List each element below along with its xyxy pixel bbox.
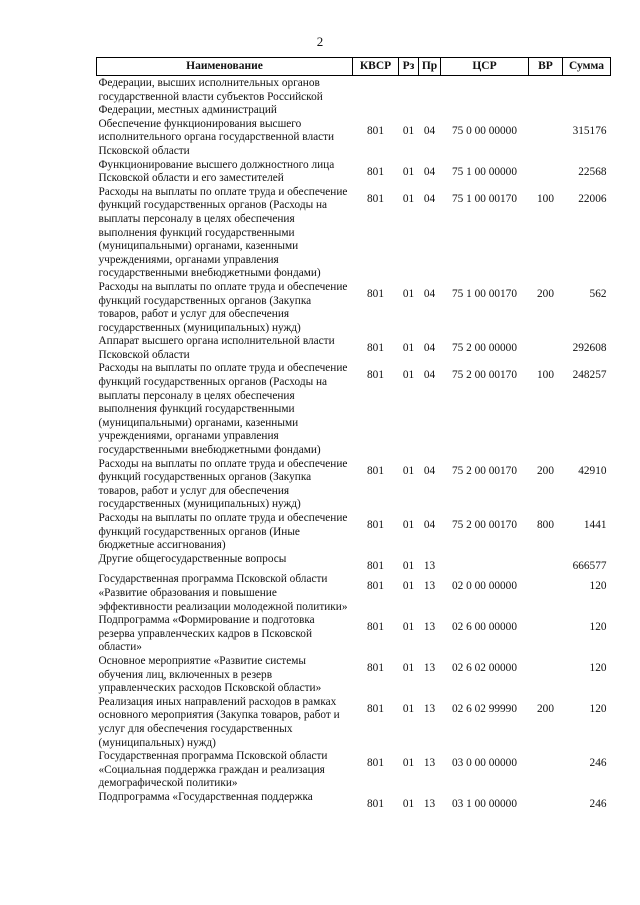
cell-name: Реализация иных направлений расходов в рамках основного мероприятия (Закупка товаров, работ и услуг для обеспечения государственных (муниципальных) нужд) — [98, 695, 340, 749]
cell-name: Другие общегосударственные вопросы — [98, 552, 287, 565]
cell-kvsr: 801 — [367, 621, 384, 634]
cell-pr: 04 — [423, 287, 436, 300]
cell-pr: 04 — [423, 124, 436, 137]
cell-vr — [529, 750, 563, 791]
cell-csr: 75 1 00 00170 — [452, 192, 517, 205]
cell-name: Аппарат высшего органа исполнительной власти Псковской области — [98, 335, 335, 361]
cell-sum: 1441 — [583, 519, 607, 531]
cell-sum: 42910 — [578, 464, 607, 477]
header-kvsr: КВСР — [353, 58, 399, 76]
table-row — [97, 458, 611, 512]
table-row — [97, 614, 611, 655]
cell-csr: 02 6 00 00000 — [452, 621, 517, 634]
table-header-row — [97, 58, 611, 76]
cell-vr: 100 — [537, 192, 554, 205]
cell-sum: 248257 — [572, 369, 607, 382]
header-csr: ЦСР — [441, 58, 529, 76]
cell-rz: 01 — [402, 165, 415, 178]
header-pr: Пр — [419, 58, 441, 76]
table-body — [97, 76, 611, 812]
header-rz: Рз — [399, 58, 419, 76]
cell-rz: 01 — [402, 702, 415, 715]
cell-name: Государственная программа Псковской области «Социальная поддержка граждан и реализация демографической политики» — [98, 750, 328, 790]
cell-csr: 02 0 00 00000 — [452, 580, 517, 593]
cell-sum: 666577 — [572, 559, 607, 572]
cell-csr: 75 2 00 00000 — [452, 342, 517, 355]
table-row — [97, 512, 611, 553]
cell-kvsr: 801 — [367, 464, 384, 477]
table-row — [97, 362, 611, 457]
cell-vr: 800 — [537, 519, 554, 531]
cell-name: Расходы на выплаты по оплате труда и обеспечение функций государственных органов (Иные бюджетные ассигнования) — [98, 512, 348, 552]
cell-vr: 200 — [537, 464, 554, 477]
table-row — [97, 159, 611, 186]
cell-kvsr: 801 — [367, 342, 384, 355]
cell-rz: 01 — [402, 287, 415, 300]
cell-rz: 01 — [402, 797, 415, 810]
cell-vr — [529, 159, 563, 186]
cell-vr — [529, 573, 563, 614]
cell-pr: 13 — [423, 757, 436, 770]
cell-kvsr: 801 — [367, 165, 384, 178]
table-row — [97, 335, 611, 362]
budget-table — [96, 57, 611, 811]
cell-rz: 01 — [402, 192, 415, 205]
cell-sum: 120 — [589, 580, 607, 593]
cell-rz — [399, 76, 419, 118]
cell-pr: 13 — [423, 580, 436, 593]
table-row — [97, 553, 611, 574]
cell-rz: 01 — [402, 757, 415, 770]
page-number: 2 — [316, 34, 324, 49]
header-name: Наименование — [97, 58, 353, 76]
cell-name: Федерации, высших исполнительных органов государственной власти субъектов Российской Федерации, местных администраций — [98, 77, 323, 117]
cell-pr: 04 — [423, 519, 436, 531]
cell-kvsr: 801 — [367, 702, 384, 715]
cell-csr: 75 2 00 00170 — [452, 369, 517, 382]
cell-rz: 01 — [402, 519, 415, 531]
cell-kvsr: 801 — [367, 580, 384, 593]
cell-pr — [419, 76, 441, 118]
header-sum: Сумма — [563, 58, 611, 76]
table-row — [97, 76, 611, 118]
cell-sum: 120 — [589, 702, 607, 715]
cell-csr: 03 1 00 00000 — [452, 797, 517, 810]
cell-csr: 75 1 00 00000 — [452, 165, 517, 178]
cell-kvsr: 801 — [367, 369, 384, 382]
table-row — [97, 655, 611, 696]
cell-csr — [441, 553, 529, 574]
cell-kvsr: 801 — [367, 519, 384, 531]
cell-sum: 562 — [589, 287, 607, 300]
cell-sum: 22006 — [578, 192, 607, 205]
cell-sum — [563, 76, 611, 118]
cell-pr: 04 — [423, 464, 436, 477]
cell-rz: 01 — [402, 661, 415, 674]
cell-rz: 01 — [402, 464, 415, 477]
cell-csr: 75 2 00 00170 — [452, 464, 517, 477]
cell-name: Расходы на выплаты по оплате труда и обеспечение функций государственных органов (Закупка товаров, работ и услуг для обеспечения государственных (муниципальных) нужд) — [98, 280, 348, 334]
cell-pr: 13 — [423, 797, 436, 810]
cell-pr: 13 — [423, 661, 436, 674]
cell-csr: 02 6 02 00000 — [452, 661, 517, 674]
table-row — [97, 696, 611, 750]
cell-name: Подпрограмма «Государственная поддержка — [98, 790, 313, 803]
cell-pr: 04 — [423, 342, 436, 355]
cell-sum: 120 — [589, 621, 607, 634]
cell-pr: 04 — [423, 369, 436, 382]
cell-name: Обеспечение функционирования высшего исполнительного органа государственной власти Псковской области — [98, 117, 335, 157]
header-vr: ВР — [529, 58, 563, 76]
cell-kvsr: 801 — [367, 797, 384, 810]
cell-sum: 120 — [589, 661, 607, 674]
table-row — [97, 791, 611, 812]
cell-vr — [529, 553, 563, 574]
cell-vr: 200 — [537, 287, 554, 300]
cell-name: Расходы на выплаты по оплате труда и обеспечение функций государственных органов (Расходы на выплаты персоналу в целях обеспечения выполнения функций государственными (муниципальными) органами, казенными учреждениями, органами управления государственными внебюджетными фондами) — [98, 185, 348, 280]
cell-kvsr: 801 — [367, 757, 384, 770]
cell-vr — [529, 791, 563, 812]
cell-pr: 04 — [423, 165, 436, 178]
cell-kvsr — [353, 76, 399, 118]
cell-pr: 13 — [423, 559, 436, 572]
cell-pr: 04 — [423, 192, 436, 205]
cell-csr: 03 0 00 00000 — [452, 757, 517, 770]
cell-kvsr: 801 — [367, 287, 384, 300]
cell-name: Расходы на выплаты по оплате труда и обеспечение функций государственных органов (Расходы на выплаты персоналу в целях обеспечения выполнения функций государственными (муниципальными) органами, казенными учреждениями, органами управления государственными внебюджетными фондами) — [98, 362, 348, 457]
cell-name: Подпрограмма «Формирование и подготовка резерва управленческих кадров в Псковской области» — [98, 614, 315, 654]
cell-rz: 01 — [402, 342, 415, 355]
cell-rz: 01 — [402, 559, 415, 572]
cell-name: Расходы на выплаты по оплате труда и обеспечение функций государственных органов (Закупка товаров, работ и услуг для обеспечения государственных (муниципальных) нужд) — [98, 457, 348, 511]
cell-kvsr: 801 — [367, 559, 384, 572]
cell-vr — [529, 118, 563, 159]
table-row — [97, 573, 611, 614]
cell-vr: 100 — [537, 369, 554, 382]
cell-vr — [529, 614, 563, 655]
cell-vr — [529, 76, 563, 118]
cell-rz: 01 — [402, 580, 415, 593]
cell-csr: 75 1 00 00170 — [452, 287, 517, 300]
cell-sum: 22568 — [578, 165, 607, 178]
cell-name: Функционирование высшего должностного лица Псковской области и его заместителей — [98, 158, 335, 185]
cell-csr: 02 6 02 99990 — [452, 702, 517, 715]
cell-pr: 13 — [423, 702, 436, 715]
table-row — [97, 281, 611, 335]
cell-kvsr: 801 — [367, 661, 384, 674]
cell-rz: 01 — [402, 124, 415, 137]
cell-sum: 246 — [589, 797, 607, 810]
cell-name: Основное мероприятие «Развитие системы обучения лиц, включенных в резерв управленческих расходов Псковской области» — [98, 654, 322, 695]
cell-kvsr: 801 — [367, 124, 384, 137]
cell-csr: 75 0 00 00000 — [452, 124, 517, 137]
table-row — [97, 118, 611, 159]
cell-vr: 200 — [537, 702, 554, 715]
cell-rz: 01 — [402, 621, 415, 634]
table-row — [97, 750, 611, 791]
cell-vr — [529, 655, 563, 696]
cell-name: Государственная программа Псковской области «Развитие образования и повышение эффективности реализации молодежной политики» — [98, 573, 348, 613]
cell-sum: 315176 — [572, 124, 607, 137]
table-row — [97, 186, 611, 281]
cell-sum: 292608 — [572, 342, 607, 355]
cell-sum: 246 — [589, 757, 607, 770]
cell-rz: 01 — [402, 369, 415, 382]
cell-kvsr: 801 — [367, 192, 384, 205]
cell-csr: 75 2 00 00170 — [452, 519, 517, 531]
cell-vr — [529, 335, 563, 362]
cell-pr: 13 — [423, 621, 436, 634]
cell-csr — [441, 76, 529, 118]
